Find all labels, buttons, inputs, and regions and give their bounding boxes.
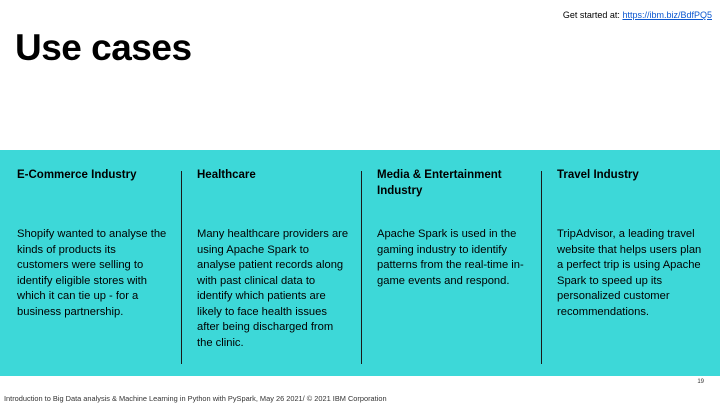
- use-case-body: Shopify wanted to analyse the kinds of products its customers were selling to identify eligible stores with which it can tie up - for a business partnership.: [17, 228, 167, 318]
- use-cases-band: [0, 150, 720, 376]
- column-divider: [361, 171, 362, 364]
- use-case-body: Many healthcare providers are using Apache Spark to analyse patient records along with past clinical data to identify which patients are likely to face health issues after being discharged from the clinic.: [197, 228, 349, 349]
- use-case-heading: Healthcare: [197, 169, 256, 181]
- get-started-label: Get started at:: [562, 10, 620, 20]
- column-divider: [181, 171, 182, 364]
- slide-title: Use cases: [15, 27, 192, 68]
- use-case-body: Apache Spark is used in the gaming industry to identify patterns from the real-time in-game events and respond.: [377, 228, 524, 287]
- page-number: 19: [697, 379, 704, 385]
- column-divider: [541, 171, 542, 364]
- use-case-heading: Travel Industry: [557, 169, 639, 181]
- use-case-heading: Media & Entertainment Industry: [377, 169, 502, 197]
- get-started-link-line: [563, 10, 712, 20]
- get-started-url[interactable]: https://ibm.biz/BdfPQ5: [622, 10, 712, 20]
- use-case-heading: E-Commerce Industry: [17, 169, 137, 181]
- use-case-column-healthcare: [197, 150, 349, 376]
- use-case-column-travel: [557, 150, 709, 376]
- use-case-column-media: [377, 150, 529, 376]
- use-case-body: TripAdvisor, a leading travel website that helps users plan a perfect trip is using Apache Spark to speed up its personalized customer recommendations.: [557, 228, 702, 318]
- slide-footer: Introduction to Big Data analysis & Machine Learning in Python with PySpark, May 26 2021/ © 2021 IBM Corporation: [4, 394, 387, 403]
- use-case-column-ecommerce: [17, 150, 169, 376]
